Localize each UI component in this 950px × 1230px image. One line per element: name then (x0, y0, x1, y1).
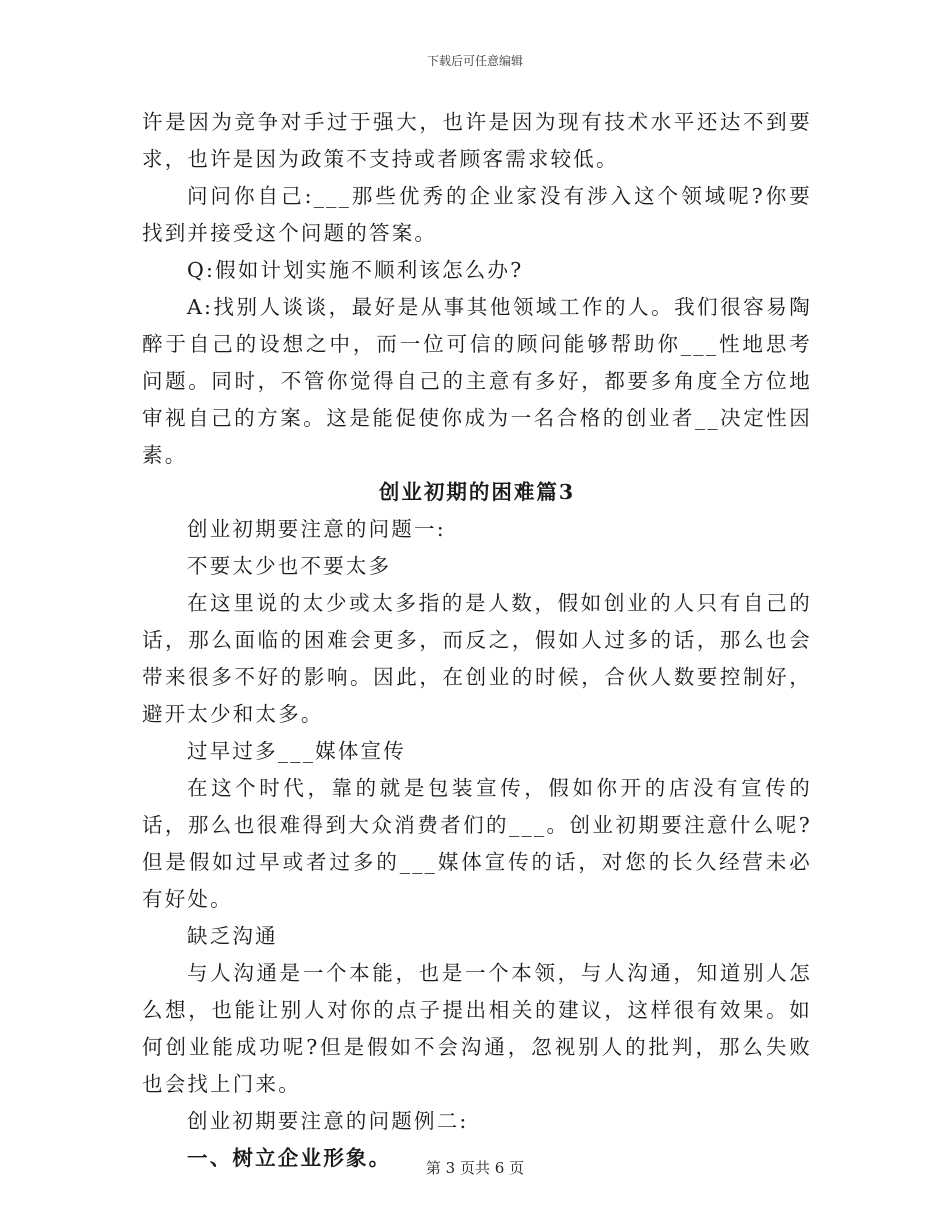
paragraph-ask-yourself: 问问你自己:___那些优秀的企业家没有涉入这个领域呢?你要找到并接受这个问题的答案。 (142, 184, 812, 245)
section-heading: 创业初期的困难篇3 (378, 480, 576, 504)
paragraph-communication: 与人沟通是一个本能，也是一个本领，与人沟通，知道别人怎么想，也能让别人对你的点子提出相关的建议，这样很有效果。如何创业能成功呢?但是假如不会沟通，忽视别人的批判，那么失败也会找上门来。 (142, 961, 812, 1096)
document-body (142, 104, 812, 1177)
subheading-corporate-image: 一、树立企业形象。 (187, 1146, 392, 1170)
subheading-media: 过早过多___媒体宣传 (187, 739, 406, 763)
subheading-communication: 缺乏沟通 (187, 924, 278, 948)
paragraph-answer: A:找别人谈谈，最好是从事其他领域工作的人。我们很容易陶醉于自己的设想之中，而一位可信的顾问能够帮助你___性地思考问题。同时，不管你觉得自己的主意有多好，都要多角度全方位地审视自己的方案。这是能促使你成为一名合格的创业者__决定性因素。 (142, 295, 812, 467)
paragraph-continuation: 许是因为竞争对手过于强大，也许是因为现有技术水平还达不到要求，也许是因为政策不支持或者顾客需求较低。 (142, 110, 812, 171)
paragraph-question: Q:假如计划实施不顺利该怎么办? (187, 258, 524, 282)
page-number: 第 3 页共 6 页 (425, 1159, 525, 1177)
subheading-team-size: 不要太少也不要太多 (187, 554, 392, 578)
paragraph-issue-one-label: 创业初期要注意的问题一: (187, 517, 446, 541)
paragraph-issue-two-label: 创业初期要注意的问题例二: (187, 1109, 469, 1133)
paragraph-media: 在这个时代，靠的就是包装宣传，假如你开的店没有宣传的话，那么也很难得到大众消费者们的___。创业初期要注意什么呢?但是假如过早或者过多的___媒体宣传的话，对您的长久经营未必有好处。 (142, 776, 812, 911)
paragraph-team-size: 在这里说的太少或太多指的是人数，假如创业的人只有自己的话，那么面临的困难会更多，而反之，假如人过多的话，那么也会带来很多不好的影响。因此，在创业的时候，合伙人数要控制好，避开太少和太多。 (142, 591, 812, 726)
page-header-note: 下载后可任意编辑 (426, 54, 523, 68)
